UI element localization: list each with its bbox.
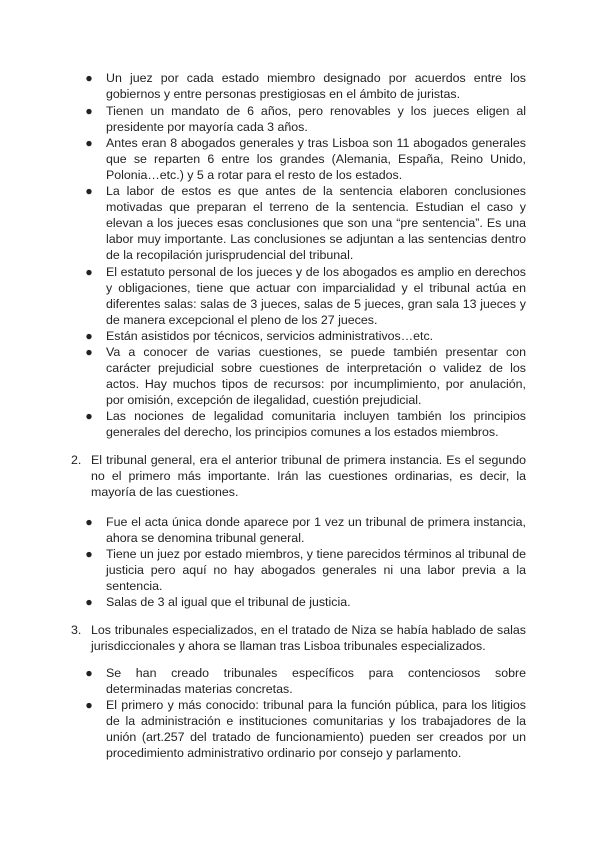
list-item-text: Un juez por cada estado miembro designado por acuerdos entre los gobiernos y entre personas prestigiosas en el ámbito de juristas. (106, 71, 526, 102)
list-item (86, 546, 526, 594)
list-item (86, 103, 526, 135)
list-item-text: La labor de estos es que antes de la sentencia elaboren conclusiones motivadas que preparan el terreno de la sentencia. Estudian el caso y elevan a los jueces esas conclusiones que son una “pre sentencia”. Es una labor muy importante. Las conclusiones se adjuntan a las sentencias dentro de la recopilación jurisprudencial del tribunal. (106, 184, 526, 263)
list-item (86, 70, 526, 102)
list-item (86, 665, 526, 697)
list-item-text: Salas de 3 al igual que el tribunal de justicia. (106, 595, 351, 609)
list-item-text: Están asistidos por técnicos, servicios administrativos…etc. (106, 329, 434, 343)
bullet-icon: ● (85, 515, 93, 529)
list-item-text: Fue el acta única donde aparece por 1 vez un tribunal de primera instancia, ahora se denomina tribunal general. (106, 515, 526, 546)
list-item-text: Tienen un mandato de 6 años, pero renovables y los jueces eligen al presidente por mayoría cada 3 años. (106, 104, 526, 135)
list-item (86, 344, 526, 408)
list-item-text: El estatuto personal de los jueces y de los abogados es amplio en derechos y obligaciones, tiene que actuar con imparcialidad y el tribunal actúa en diferentes salas: salas de 3 jueces, salas de 5 jueces, gran sala 13 jueces y de manera excepcional el pleno de los 27 jueces. (106, 265, 526, 328)
numbered-paragraph (71, 452, 526, 500)
bullet-icon: ● (85, 104, 93, 118)
bullet-icon: ● (85, 547, 93, 561)
list-item (86, 264, 526, 328)
list-item (86, 594, 526, 610)
bullet-icon: ● (85, 409, 93, 423)
bullet-icon: ● (85, 184, 93, 198)
bullet-icon: ● (85, 698, 93, 712)
paragraph-text: El tribunal general, era el anterior tribunal de primera instancia. Es el segundo no el primero más importante. Irán las cuestiones ordinarias, es decir, la mayoría de las cuestiones. (91, 453, 526, 500)
list-item (86, 135, 526, 183)
list-item (86, 697, 526, 761)
list-item-text: Antes eran 8 abogados generales y tras Lisboa son 11 abogados generales que se reparten 6 entre los grandes (Alemania, España, Reino Unido, Polonia…etc.) y 5 a rotar para el resto de los estados. (106, 136, 526, 183)
bullet-icon: ● (85, 329, 93, 343)
bullet-icon: ● (85, 595, 93, 609)
bullet-icon: ● (85, 136, 93, 150)
bullet-icon: ● (85, 345, 93, 359)
bullet-icon: ● (85, 265, 93, 279)
item-number: 3. (71, 623, 82, 637)
item-number: 2. (71, 453, 82, 467)
bullet-icon: ● (85, 71, 93, 85)
numbered-paragraph (71, 622, 526, 654)
list-item-text: El primero y más conocido: tribunal para la función pública, para los litigios de la administración e instituciones comunitarias y los trabajadores de la unión (art.257 del tratado de funcionamiento) pueden ser creados por un procedimiento administrativo ordinario por consejo y parlamento. (106, 698, 526, 761)
paragraph-text: Los tribunales especializados, en el tratado de Niza se había hablado de salas jurisdiccionales y ahora se llaman tras Lisboa tribunales especializados. (91, 623, 526, 654)
list-item (86, 408, 526, 440)
list-item-text: Va a conocer de varias cuestiones, se puede también presentar con carácter prejudicial sobre cuestiones de interpretación o validez de los actos. Hay muchos tipos de recursos: por incumplimiento, por anulación, por omisión, excepción de ilegalidad, cuestión prejudicial. (106, 345, 526, 408)
list-item-text: Se han creado tribunales específicos para contenciosos sobre determinadas materias concretas. (106, 666, 526, 697)
list-item-text: Tiene un juez por estado miembros, y tiene parecidos términos al tribunal de justicia pero aquí no hay abogados generales ni una labor previa a la sentencia. (106, 547, 526, 594)
list-item (86, 183, 526, 263)
list-item-text: Las nociones de legalidad comunitaria incluyen también los principios generales del derecho, los principios comunes a los estados miembros. (106, 409, 526, 440)
list-item (86, 328, 526, 344)
bullet-icon: ● (85, 666, 93, 680)
list-item (86, 514, 526, 546)
